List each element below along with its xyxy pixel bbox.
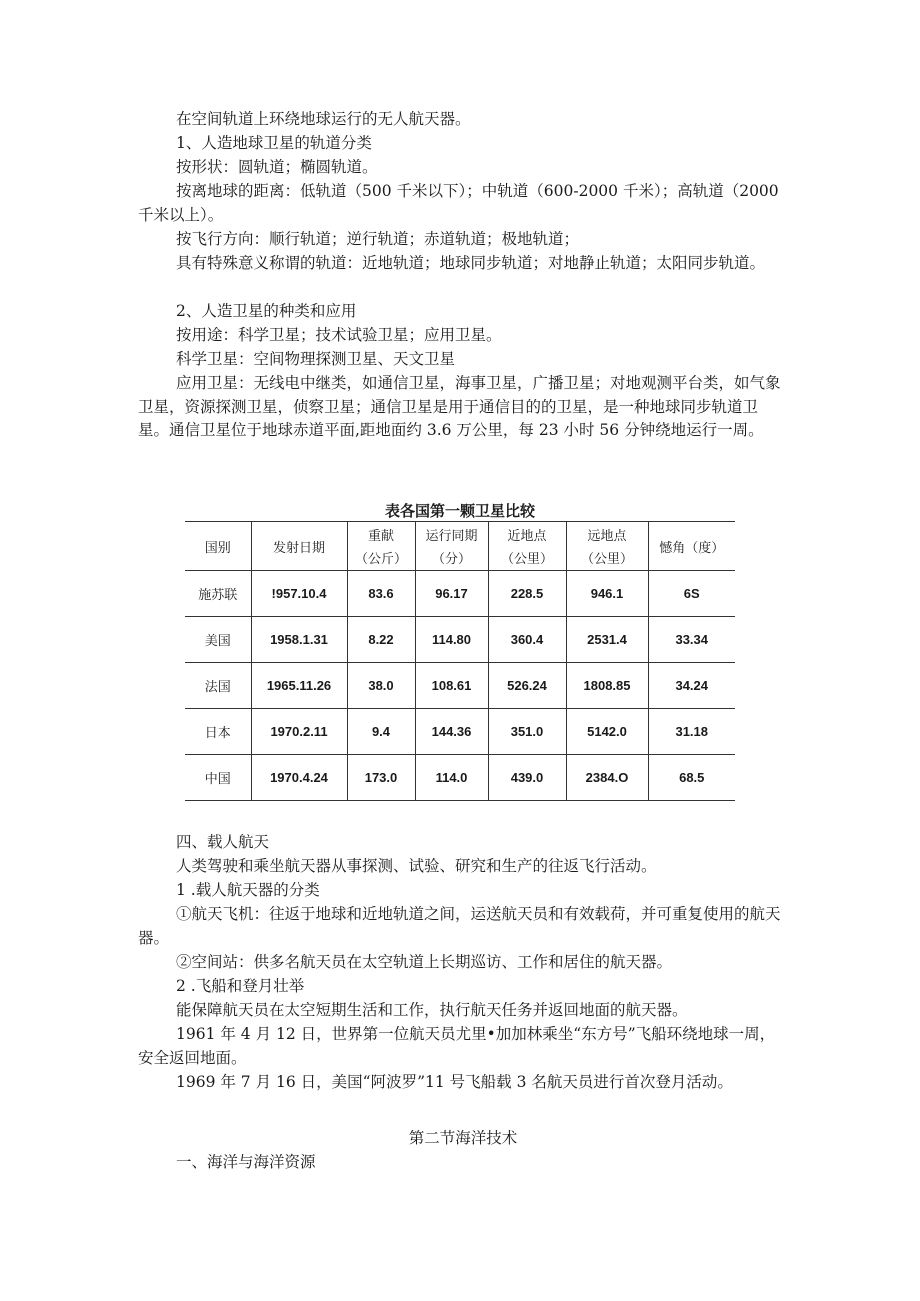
header-cell: 重献 （公斤） (347, 522, 415, 571)
table-cell: 33.34 (648, 617, 735, 663)
header-cell: 远地点 （公里） (566, 522, 648, 571)
header-cell: 发射日期 (251, 522, 347, 571)
subsection-title: 一、海洋与海洋资源 (176, 1153, 316, 1171)
table-cell: 68.5 (648, 755, 735, 801)
paragraph: 2、人造卫星的种类和应用 (176, 302, 357, 320)
table-cell: 34.24 (648, 663, 735, 709)
table-cell: 6S (648, 571, 735, 617)
table-cell: 9.4 (347, 709, 415, 755)
section-heading: 四、载人航天 (176, 833, 270, 851)
paragraph: 1961 年 4 月 12 日，世界第一位航天员尤里•加加林乘坐“东方号”飞船环绕地球一周，安全返回地面。 (138, 1025, 776, 1067)
paragraph: 在空间轨道上环绕地球运行的无人航天器。 (176, 110, 471, 128)
table-cell: 38.0 (347, 663, 415, 709)
table-row (185, 755, 735, 801)
table-cell: 1965.11.26 (251, 663, 347, 709)
table-cell: 施苏联 (185, 571, 251, 617)
table-cell: 中国 (185, 755, 251, 801)
table-cell: 228.5 (488, 571, 566, 617)
header-cell: 近地点 （公里） (488, 522, 566, 571)
paragraph: ②空间站：供多名航天员在太空轨道上长期巡访、工作和居住的航天器。 (176, 953, 673, 971)
satellite-comparison-table (185, 521, 735, 801)
paragraph: 按飞行方向：顺行轨道；逆行轨道；赤道轨道；极地轨道； (176, 230, 580, 248)
table-cell: 1970.2.11 (251, 709, 347, 755)
table-caption: 表各国第一颗卫星比较 (384, 502, 535, 520)
table-cell: 日本 (185, 709, 251, 755)
table-cell: 8.22 (347, 617, 415, 663)
table-cell: 360.4 (488, 617, 566, 663)
paragraph: 按形状：圆轨道；椭圆轨道。 (176, 158, 378, 176)
table-cell: 2384.O (566, 755, 648, 801)
header-cell: 憾角（度） (648, 522, 735, 571)
table-cell: 美国 (185, 617, 251, 663)
table-row (185, 663, 735, 709)
header-cell: 运行同期 （分） (415, 522, 488, 571)
paragraph: 按离地球的距离：低轨道（500 千米以下）；中轨道（600-2000 千米）；高轨道（2000 千米以上）。 (138, 182, 779, 224)
paragraph: ①航天飞机：往返于地球和近地轨道之间，运送航天员和有效载荷，并可重复使用的航天器。 (138, 905, 781, 947)
paragraph: 按用途：科学卫星；技术试验卫星；应用卫星。 (176, 326, 502, 344)
table-cell: 351.0 (488, 709, 566, 755)
table-cell: 83.6 (347, 571, 415, 617)
table-cell: 173.0 (347, 755, 415, 801)
table-cell: 96.17 (415, 571, 488, 617)
paragraph: 具有特殊意义称谓的轨道：近地轨道；地球同步轨道；对地静止轨道；太阳同步轨道。 (176, 254, 766, 272)
table-row (185, 709, 735, 755)
paragraph: 能保障航天员在太空短期生活和工作，执行航天任务并返回地面的航天器。 (176, 1001, 688, 1019)
table-cell: !957.10.4 (251, 571, 347, 617)
table-cell: 946.1 (566, 571, 648, 617)
table-cell: 114.80 (415, 617, 488, 663)
table-cell: 526.24 (488, 663, 566, 709)
paragraph: 1969 年 7 月 16 日，美国“阿波罗”11 号飞船载 3 名航天员进行首次登月活动。 (176, 1073, 733, 1091)
table-cell: 439.0 (488, 755, 566, 801)
table-cell: 法国 (185, 663, 251, 709)
table-cell: 2531.4 (566, 617, 648, 663)
table-cell: 5142.0 (566, 709, 648, 755)
table-cell: 31.18 (648, 709, 735, 755)
table-cell: 114.0 (415, 755, 488, 801)
section-title: 第二节海洋技术 (408, 1129, 518, 1147)
table-cell: 1958.1.31 (251, 617, 347, 663)
paragraph: 2 .飞船和登月壮举 (176, 977, 305, 995)
table-cell: 108.61 (415, 663, 488, 709)
table-row (185, 571, 735, 617)
table-cell: 1970.4.24 (251, 755, 347, 801)
paragraph: 人类驾驶和乘坐航天器从事探测、试验、研究和生产的往返飞行活动。 (176, 857, 657, 875)
table-header-row (185, 522, 735, 571)
paragraph: 应用卫星：无线电中继类，如通信卫星，海事卫星，广播卫星；对地观测平台类，如气象卫星，资源探测卫星，侦察卫星；通信卫星是用于通信目的的卫星，是一种地球同步轨道卫星。通信卫星位于地球赤道平面,距地面约 3.6 万公里，每 23 小时 56 分钟绕地运行一周。 (138, 374, 781, 439)
paragraph: 1 .载人航天器的分类 (176, 881, 320, 899)
table-cell: 1808.85 (566, 663, 648, 709)
paragraph: 科学卫星：空间物理探测卫星、天文卫星 (176, 350, 456, 368)
table-cell: 144.36 (415, 709, 488, 755)
header-cell: 国别 (185, 522, 251, 571)
paragraph: 1、人造地球卫星的轨道分类 (176, 134, 372, 152)
table-row (185, 617, 735, 663)
